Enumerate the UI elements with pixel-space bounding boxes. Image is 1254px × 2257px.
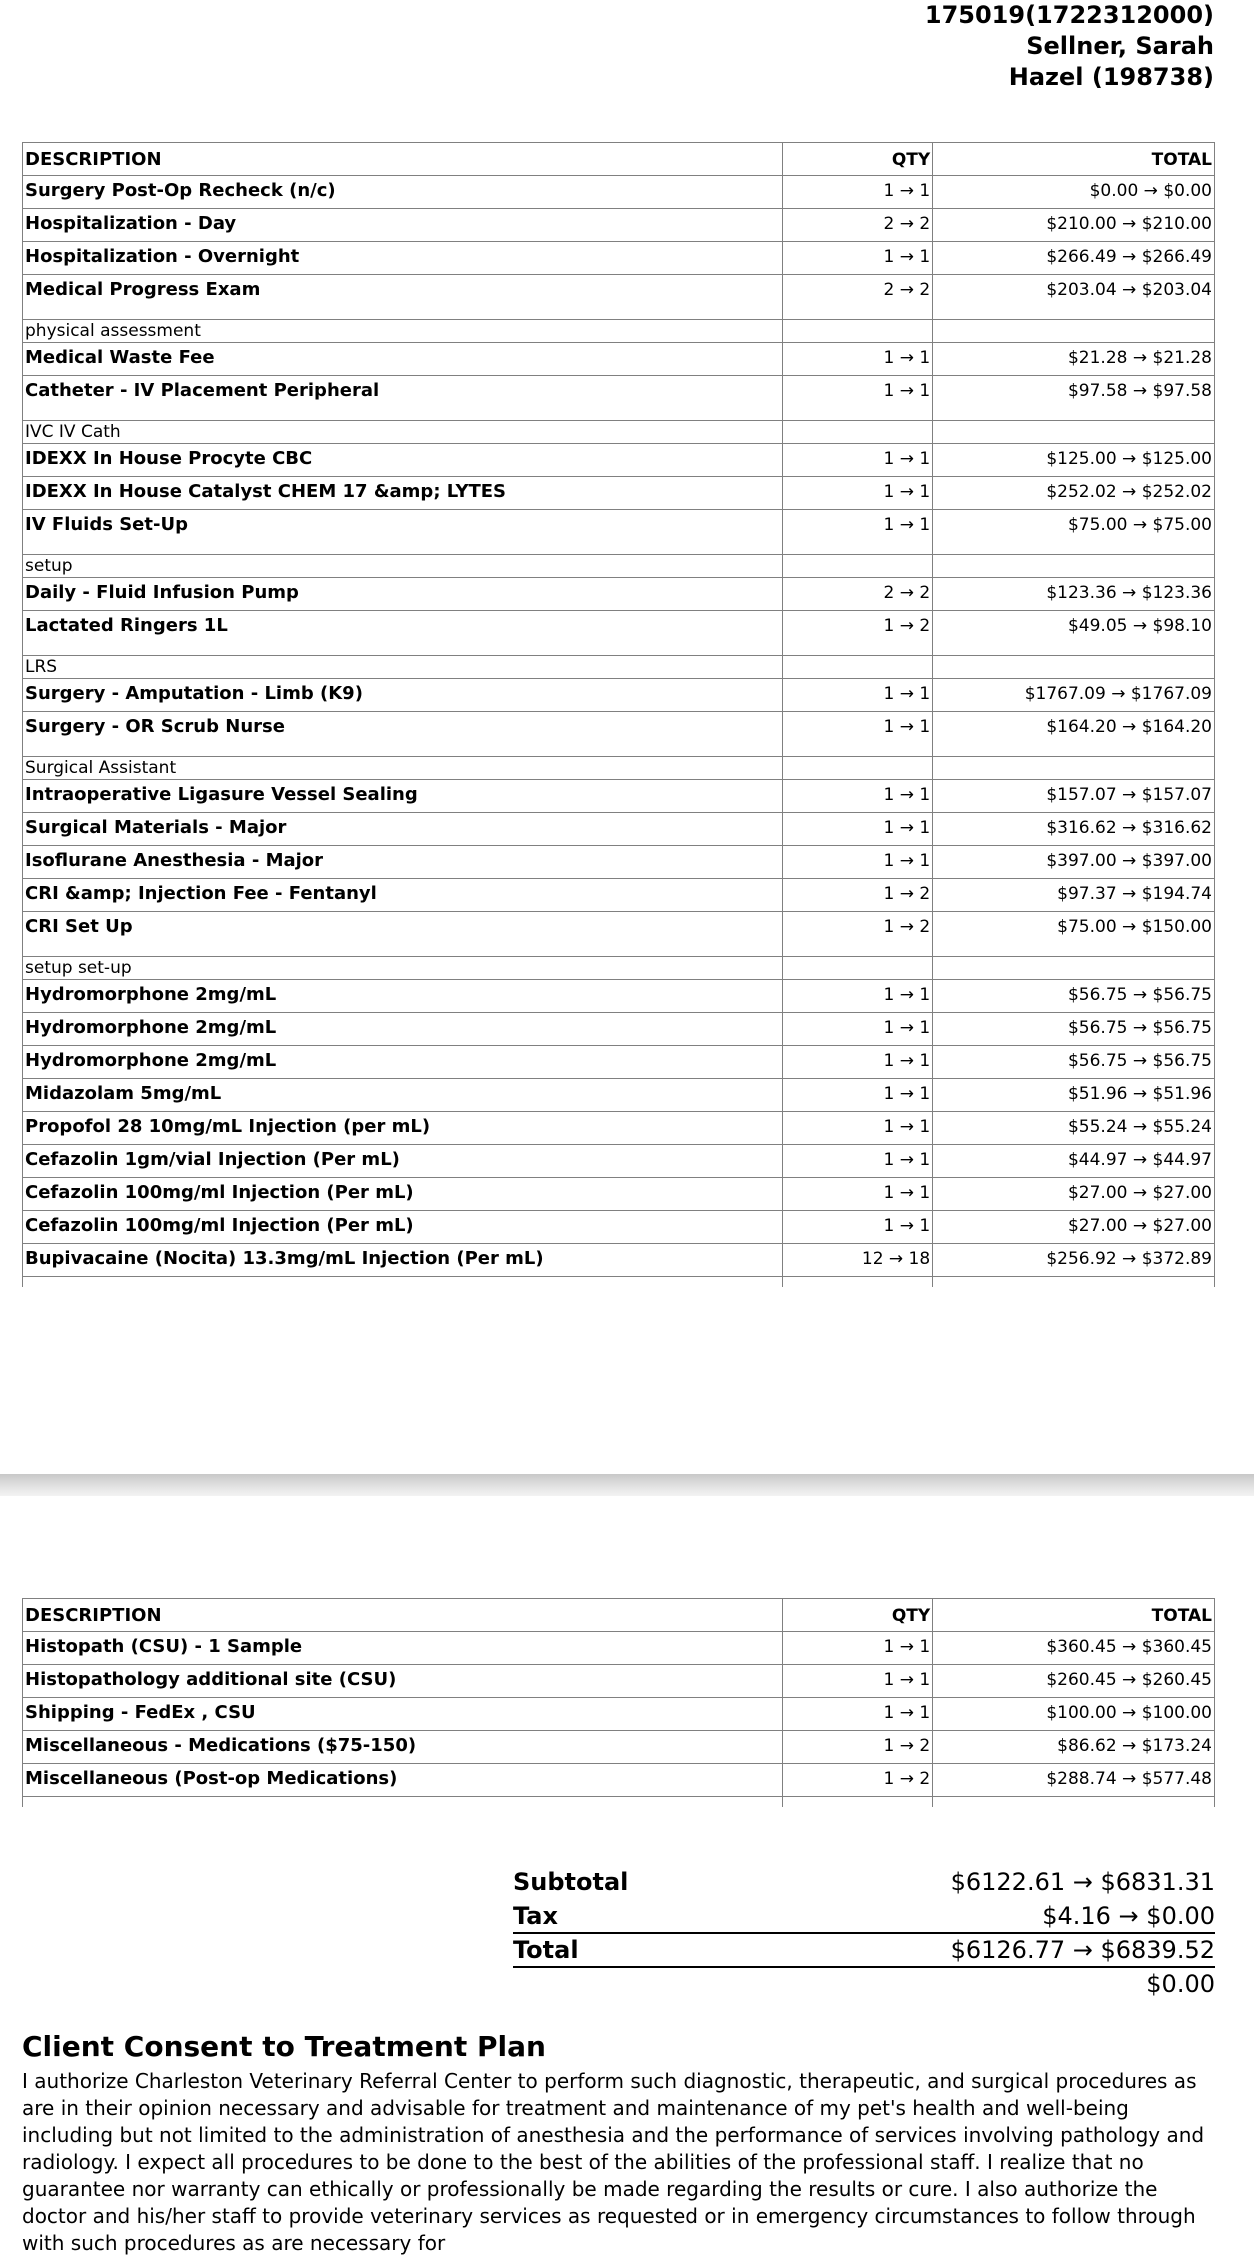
table-note-row (23, 555, 1215, 578)
item-description: IV Fluids Set-Up (23, 510, 783, 555)
table-header-row (23, 1599, 1215, 1632)
table-row (23, 275, 1215, 320)
empty-cell (783, 1797, 933, 1807)
item-total: $260.45 → $260.45 (933, 1665, 1215, 1698)
item-total: $75.00 → $75.00 (933, 510, 1215, 555)
item-total: $252.02 → $252.02 (933, 477, 1215, 510)
item-total: $97.58 → $97.58 (933, 376, 1215, 421)
item-total: $56.75 → $56.75 (933, 1013, 1215, 1046)
tax-value: $4.16 → $0.00 (1042, 1902, 1215, 1930)
item-description: Midazolam 5mg/mL (23, 1079, 783, 1112)
subtotal-value: $6122.61 → $6831.31 (950, 1868, 1215, 1896)
balance-value: $0.00 (1146, 1970, 1215, 1998)
item-qty: 1 → 1 (783, 444, 933, 477)
item-description: Miscellaneous (Post-op Medications) (23, 1764, 783, 1797)
item-total: $123.36 → $123.36 (933, 578, 1215, 611)
empty-cell (783, 957, 933, 980)
table-row (23, 1632, 1215, 1665)
item-total: $75.00 → $150.00 (933, 912, 1215, 957)
item-note: setup set-up (23, 957, 783, 980)
item-qty: 12 → 18 (783, 1244, 933, 1277)
item-total: $266.49 → $266.49 (933, 242, 1215, 275)
table-row (23, 1731, 1215, 1764)
empty-cell (23, 1797, 783, 1807)
empty-cell (23, 1277, 783, 1287)
header-qty: QTY (783, 1599, 933, 1632)
item-description: Histopath (CSU) - 1 Sample (23, 1632, 783, 1665)
total-value: $6126.77 → $6839.52 (950, 1936, 1215, 1964)
item-qty: 1 → 1 (783, 1211, 933, 1244)
total-label: Total (513, 1936, 579, 1964)
table-row (23, 1211, 1215, 1244)
item-qty: 1 → 2 (783, 912, 933, 957)
item-total: $51.96 → $51.96 (933, 1079, 1215, 1112)
item-qty: 1 → 1 (783, 343, 933, 376)
item-description: Cefazolin 100mg/ml Injection (Per mL) (23, 1211, 783, 1244)
item-description: Miscellaneous - Medications ($75-150) (23, 1731, 783, 1764)
item-description: Lactated Ringers 1L (23, 611, 783, 656)
table-note-row (23, 957, 1215, 980)
item-qty: 1 → 1 (783, 1013, 933, 1046)
item-description: Hydromorphone 2mg/mL (23, 980, 783, 1013)
header-description: DESCRIPTION (23, 143, 783, 176)
subtotal-label: Subtotal (513, 1868, 629, 1896)
item-qty: 1 → 1 (783, 813, 933, 846)
empty-cell (783, 757, 933, 780)
invoice-header (514, 0, 1214, 93)
item-total: $21.28 → $21.28 (933, 343, 1215, 376)
item-qty: 2 → 2 (783, 275, 933, 320)
item-note: Surgical Assistant (23, 757, 783, 780)
item-total: $256.92 → $372.89 (933, 1244, 1215, 1277)
page-divider (0, 1474, 1254, 1496)
item-qty: 1 → 1 (783, 510, 933, 555)
patient-name: Hazel (198738) (1008, 63, 1214, 91)
item-total: $360.45 → $360.45 (933, 1632, 1215, 1665)
table-note-row (23, 320, 1215, 343)
line-items-table-page-2 (22, 1598, 1215, 1807)
client-name: Sellner, Sarah (1026, 32, 1214, 60)
item-description: Intraoperative Ligasure Vessel Sealing (23, 780, 783, 813)
header-description: DESCRIPTION (23, 1599, 783, 1632)
empty-cell (933, 656, 1215, 679)
empty-cell (933, 555, 1215, 578)
item-qty: 1 → 2 (783, 879, 933, 912)
item-total: $56.75 → $56.75 (933, 980, 1215, 1013)
item-total: $49.05 → $98.10 (933, 611, 1215, 656)
line-items-table-page-1 (22, 142, 1215, 1287)
item-description: Surgery - OR Scrub Nurse (23, 712, 783, 757)
table-row (23, 846, 1215, 879)
item-qty: 1 → 1 (783, 1632, 933, 1665)
item-total: $27.00 → $27.00 (933, 1178, 1215, 1211)
item-description: Medical Waste Fee (23, 343, 783, 376)
empty-cell (783, 320, 933, 343)
item-description: Isoflurane Anesthesia - Major (23, 846, 783, 879)
tax-row (513, 1900, 1215, 1934)
item-description: Surgery - Amputation - Limb (K9) (23, 679, 783, 712)
table-row (23, 510, 1215, 555)
item-description: Cefazolin 1gm/vial Injection (Per mL) (23, 1145, 783, 1178)
item-qty: 1 → 1 (783, 176, 933, 209)
item-qty: 1 → 1 (783, 1112, 933, 1145)
item-total: $316.62 → $316.62 (933, 813, 1215, 846)
table-footer-spacer (23, 1277, 1215, 1287)
table-row (23, 444, 1215, 477)
item-description: CRI Set Up (23, 912, 783, 957)
table-row (23, 813, 1215, 846)
item-description: Bupivacaine (Nocita) 13.3mg/mL Injection (Per mL) (23, 1244, 783, 1277)
table-row (23, 980, 1215, 1013)
item-total: $1767.09 → $1767.09 (933, 679, 1215, 712)
header-qty: QTY (783, 143, 933, 176)
item-total: $157.07 → $157.07 (933, 780, 1215, 813)
item-total: $203.04 → $203.04 (933, 275, 1215, 320)
item-description: Surgical Materials - Major (23, 813, 783, 846)
total-row (513, 1934, 1215, 1968)
item-description: Hydromorphone 2mg/mL (23, 1046, 783, 1079)
item-description: Shipping - FedEx , CSU (23, 1698, 783, 1731)
empty-cell (933, 320, 1215, 343)
empty-cell (783, 656, 933, 679)
item-qty: 1 → 1 (783, 980, 933, 1013)
item-description: CRI &amp; Injection Fee - Fentanyl (23, 879, 783, 912)
item-qty: 1 → 1 (783, 242, 933, 275)
item-total: $97.37 → $194.74 (933, 879, 1215, 912)
totals-summary (513, 1866, 1215, 2000)
item-qty: 1 → 2 (783, 1764, 933, 1797)
table-row (23, 679, 1215, 712)
empty-cell (783, 555, 933, 578)
empty-cell (933, 757, 1215, 780)
item-qty: 1 → 1 (783, 780, 933, 813)
table-note-row (23, 656, 1215, 679)
empty-cell (933, 421, 1215, 444)
item-qty: 1 → 1 (783, 712, 933, 757)
table-row (23, 879, 1215, 912)
table-row (23, 1079, 1215, 1112)
item-description: Hospitalization - Overnight (23, 242, 783, 275)
table-row (23, 1013, 1215, 1046)
item-qty: 1 → 1 (783, 1665, 933, 1698)
header-total: TOTAL (933, 1599, 1215, 1632)
table-row (23, 1178, 1215, 1211)
table-row (23, 912, 1215, 957)
table-row (23, 578, 1215, 611)
table-row (23, 209, 1215, 242)
item-qty: 2 → 2 (783, 209, 933, 242)
item-total: $44.97 → $44.97 (933, 1145, 1215, 1178)
item-qty: 1 → 1 (783, 1145, 933, 1178)
table-row (23, 1046, 1215, 1079)
empty-cell (783, 421, 933, 444)
table-row (23, 1764, 1215, 1797)
item-qty: 1 → 1 (783, 1046, 933, 1079)
table-row (23, 712, 1215, 757)
item-total: $56.75 → $56.75 (933, 1046, 1215, 1079)
item-total: $27.00 → $27.00 (933, 1211, 1215, 1244)
item-description: Hydromorphone 2mg/mL (23, 1013, 783, 1046)
table-row (23, 1698, 1215, 1731)
table-row (23, 376, 1215, 421)
table-row (23, 1244, 1215, 1277)
item-qty: 1 → 1 (783, 1178, 933, 1211)
item-note: physical assessment (23, 320, 783, 343)
empty-cell (933, 957, 1215, 980)
table-row (23, 242, 1215, 275)
item-qty: 1 → 1 (783, 376, 933, 421)
item-description: Medical Progress Exam (23, 275, 783, 320)
table-note-row (23, 421, 1215, 444)
item-description: Histopathology additional site (CSU) (23, 1665, 783, 1698)
item-description: Surgery Post-Op Recheck (n/c) (23, 176, 783, 209)
item-note: LRS (23, 656, 783, 679)
item-note: setup (23, 555, 783, 578)
item-description: Propofol 28 10mg/mL Injection (per mL) (23, 1112, 783, 1145)
item-total: $125.00 → $125.00 (933, 444, 1215, 477)
empty-cell (783, 1277, 933, 1287)
table-row (23, 343, 1215, 376)
item-qty: 1 → 1 (783, 679, 933, 712)
item-total: $0.00 → $0.00 (933, 176, 1215, 209)
table-header-row (23, 143, 1215, 176)
item-total: $164.20 → $164.20 (933, 712, 1215, 757)
item-qty: 1 → 1 (783, 1079, 933, 1112)
consent-body: I authorize Charleston Veterinary Referral Center to perform such diagnostic, therapeutic, and surgical procedures as are in their opinion necessary and advisable for treatment and maintenance of my pet's health and well-being including but not limited to the administration of anesthesia and the performance of services involving pathology and radiology. I expect all procedures to be done to the best of the abilities of the professional staff. I realize that no guarantee nor warranty can ethically or professionally be made regarding the results or cure. I also authorize the doctor and his/her staff to provide veterinary services as requested or in emergency circumstances to follow through with such procedures as are necessary for (22, 2069, 1205, 2255)
item-description: Cefazolin 100mg/ml Injection (Per mL) (23, 1178, 783, 1211)
table-footer-spacer (23, 1797, 1215, 1807)
tax-label: Tax (513, 1902, 558, 1930)
item-qty: 1 → 1 (783, 1698, 933, 1731)
subtotal-row (513, 1866, 1215, 1900)
item-total: $210.00 → $210.00 (933, 209, 1215, 242)
invoice-id: 175019(1722312000) (924, 1, 1214, 29)
item-description: IDEXX In House Procyte CBC (23, 444, 783, 477)
item-note: IVC IV Cath (23, 421, 783, 444)
item-total: $288.74 → $577.48 (933, 1764, 1215, 1797)
empty-cell (933, 1277, 1215, 1287)
table-row (23, 176, 1215, 209)
item-description: IDEXX In House Catalyst CHEM 17 &amp; LYTES (23, 477, 783, 510)
table-row (23, 780, 1215, 813)
item-description: Daily - Fluid Infusion Pump (23, 578, 783, 611)
header-total: TOTAL (933, 143, 1215, 176)
table-row (23, 1145, 1215, 1178)
table-note-row (23, 757, 1215, 780)
table-row (23, 611, 1215, 656)
item-description: Hospitalization - Day (23, 209, 783, 242)
consent-title: Client Consent to Treatment Plan (22, 2030, 546, 2063)
item-description: Catheter - IV Placement Peripheral (23, 376, 783, 421)
item-qty: 2 → 2 (783, 578, 933, 611)
item-total: $100.00 → $100.00 (933, 1698, 1215, 1731)
table-row (23, 1112, 1215, 1145)
table-row (23, 1665, 1215, 1698)
table-row (23, 477, 1215, 510)
item-qty: 1 → 1 (783, 846, 933, 879)
item-qty: 1 → 1 (783, 477, 933, 510)
item-qty: 1 → 2 (783, 1731, 933, 1764)
item-total: $397.00 → $397.00 (933, 846, 1215, 879)
empty-cell (933, 1797, 1215, 1807)
item-total: $55.24 → $55.24 (933, 1112, 1215, 1145)
item-qty: 1 → 2 (783, 611, 933, 656)
item-total: $86.62 → $173.24 (933, 1731, 1215, 1764)
